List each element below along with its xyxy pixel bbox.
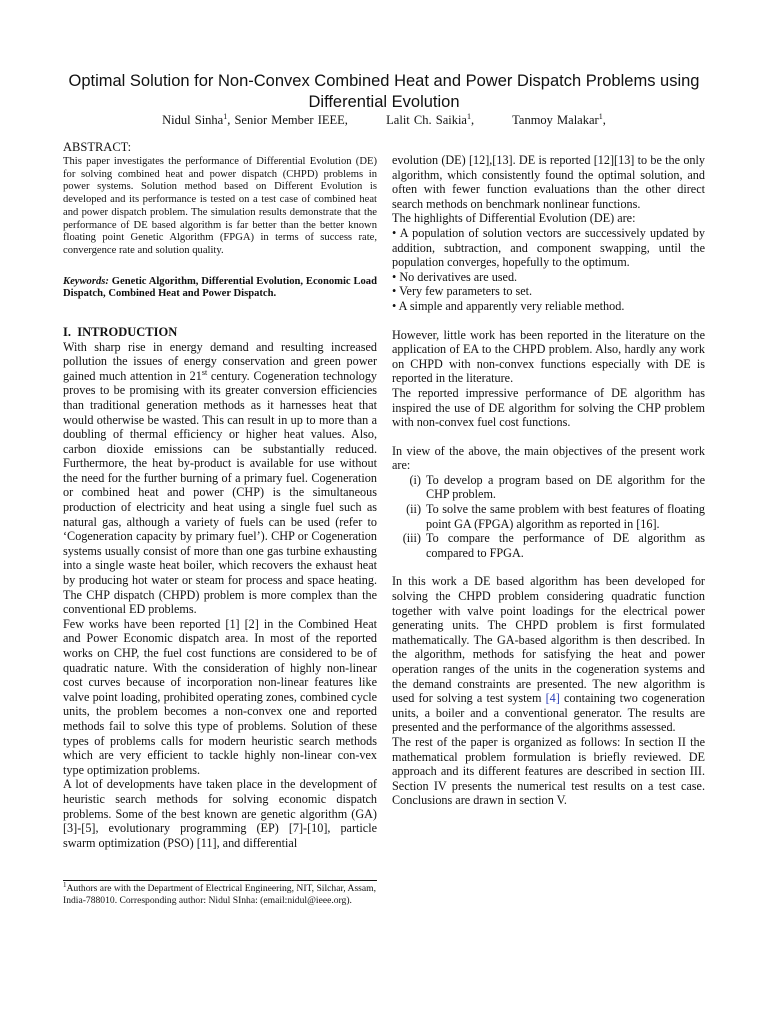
author-suffix: , <box>602 113 606 127</box>
objective-item <box>392 502 705 531</box>
body-paragraph: evolution (DE) [12],[13]. DE is reported [12][13] to be the only algorithm, which consistently found the optimal solution, and often with fewer function evaluations than the other direct search methods on benchmark nonlinear functions. <box>392 153 705 211</box>
affiliation-mark: 1 <box>223 111 228 121</box>
objective-text: To develop a program based on DE algorithm for the CHP problem. <box>426 472 705 502</box>
affiliation-mark: 1 <box>598 111 603 121</box>
intro-paragraph: Few works have been reported [1] [2] in the Combined Heat and Power Economic dispatch area. In most of the reported works on CHP, the fuel cost functions are considered to be of quadratic nature. With the consideration of highly non-linear cost curves because of incorporation non-linear features like valve point loading, prohibited operating zones, combined cycle units, the problem becomes a non-convex one and reported methods fail to solve this type of problems. Solution of these types of problems calls for modern heuristic search methods which are very efficient to tackle highly non-linear con-vex type optimization problems. <box>63 616 377 777</box>
body-paragraph: The reported impressive performance of DE algorithm has inspired the use of DE algorithm for solving the CHP problem with non-convex fuel cost functions. <box>392 385 705 430</box>
intro-paragraph: A lot of developments have taken place in the development of heuristic search methods for solving economic dispatch problems. Some of the best known are genetic algorithm (GA) [3]-[5], evolutionary programming (EP) [7]-[10], particle swarm optimization (PSO) [11], and differential <box>63 777 377 850</box>
objective-text: To compare the performance of DE algorithm as compared to FPGA. <box>426 531 705 560</box>
objective-number: (i) <box>409 472 421 487</box>
citation-link[interactable]: [4] <box>545 691 560 706</box>
objective-item <box>392 531 705 560</box>
left-column <box>63 140 377 850</box>
body-paragraph: In view of the above, the main objectives of the present work are: <box>392 443 705 473</box>
bullet-item: • No derivatives are used. <box>392 269 518 284</box>
footnote <box>63 880 377 907</box>
author-name: Nidul Sinha <box>162 113 224 127</box>
footnote-text: Authors are with the Department of Electrical Engineering, NIT, Silchar, Assam, India-788010. Corresponding author: Nidul SInha: (email:nidul@ieee.org). <box>63 883 377 906</box>
keywords-label: Keywords: <box>63 275 109 287</box>
abstract-heading: ABSTRACT: <box>63 140 132 154</box>
keywords <box>63 276 377 301</box>
bullet-item: • A population of solution vectors are successively updated by addition, subtraction, and component swapping, until the population converges, hopefully to the optimum. <box>392 225 705 270</box>
author-name: Tanmoy Malakar <box>512 113 599 127</box>
author-name: Lalit Ch. Saikia <box>386 113 467 127</box>
keywords-text: Genetic Algorithm, Differential Evolution, Economic Load Dispatch, Combined Heat and Power Dispatch. <box>63 275 377 300</box>
objective-item <box>392 473 705 502</box>
section-heading-introduction: I. INTRODUCTION <box>63 325 178 340</box>
abstract-text: This paper investigates the performance of Differential Evolution (DE) for solving combined heat and power dispatch (CHPD) problems in power systems. Solution method based on Different Evolution is developed and its performance is tested on a test case of combined heat and power dispatch problem. The simulation results demonstrate that the performance of DE based algorithm is far better than the better known floating point Genetic Algorithm (FPGA) in terms of success rate, convergence rate and solution quality. <box>63 156 377 256</box>
author-suffix: , <box>470 113 475 127</box>
paper-title: Optimal Solution for Non-Convex Combined Heat and Power Dispatch Problems using Differential Evolution <box>68 72 700 111</box>
affiliation-mark: 1 <box>466 111 471 121</box>
right-column <box>392 153 705 808</box>
intro-paragraph: With sharp rise in energy demand and resulting increased pollution the issues of energy conservation and green power gained much attention in 21st century. Cogeneration technology proves to be promising with its greater conversion efficiencies than traditional generation methods as it harnesses heat that would otherwise be wasted. This can result in up to more than a doubling of thermal efficiency or higher heat values. Also, carbon dioxide emissions can be substantially reduced. Furthermore, the heat by-product is available for use without the need for the further burning of a primary fuel. Cogeneration or combined heat and power (CHP) is the simultaneous production of electricity and heat using a single fuel such as natural gas, although a variety of fuels can be used (refer to ‘Cogeneration capacity by primary fuel’). CHP or Cogeneration systems usually consist of more than one gas turbine exhausting into a single waste heat boiler, which recovers the exhaust heat by producing hot water or steam for process and space heating. The CHP dispatch (CHPD) problem is more complex than the conventional ED problems. <box>63 339 378 617</box>
footnote-divider <box>63 880 377 881</box>
objective-text: To solve the same problem with best features of floating point GA (FPGA) algorithm as reported in [16]. <box>426 502 705 531</box>
bullet-item: • Very few parameters to set. <box>392 284 533 299</box>
footnote-mark: 1 <box>63 880 67 889</box>
bullet-item: • A simple and apparently very reliable method. <box>392 298 625 313</box>
objective-number: (ii) <box>406 502 421 517</box>
author-suffix: , Senior Member IEEE, <box>227 113 348 127</box>
author-line <box>40 112 728 128</box>
body-paragraph: The highlights of Differential Evolution (DE) are: <box>392 211 636 226</box>
body-paragraph: The rest of the paper is organized as follows: In section II the mathematical problem formulation is briefly reviewed. DE approach and its different features are described in section III. Section IV presents the numerical test results on a test case. Conclusions are drawn in section V. <box>392 734 705 808</box>
body-paragraph: In this work a DE based algorithm has been developed for solving the CHPD problem considering quadratic function together with valve point loadings for the electrical power generating units. The CHPD problem is first formulated mathematically. The GA-based algorithm is then described. In the algorithm, methods for satisfying the heat and power operation ranges of the units in the cogeneration systems and the demand constraints are presented. The new algorithm is used for solving a test system [4] containing two cogeneration units, a boiler and a conventional generator. The results are presented and the performance of the algorithms assessed. <box>392 574 705 735</box>
objective-number: (iii) <box>402 531 421 546</box>
superscript: st <box>201 367 208 377</box>
body-paragraph: However, little work has been reported in the literature on the application of EA to the CHPD problem. Also, hardly any work on CHPD with non-convex functions especially with DE is reported in the literature. <box>392 327 705 386</box>
